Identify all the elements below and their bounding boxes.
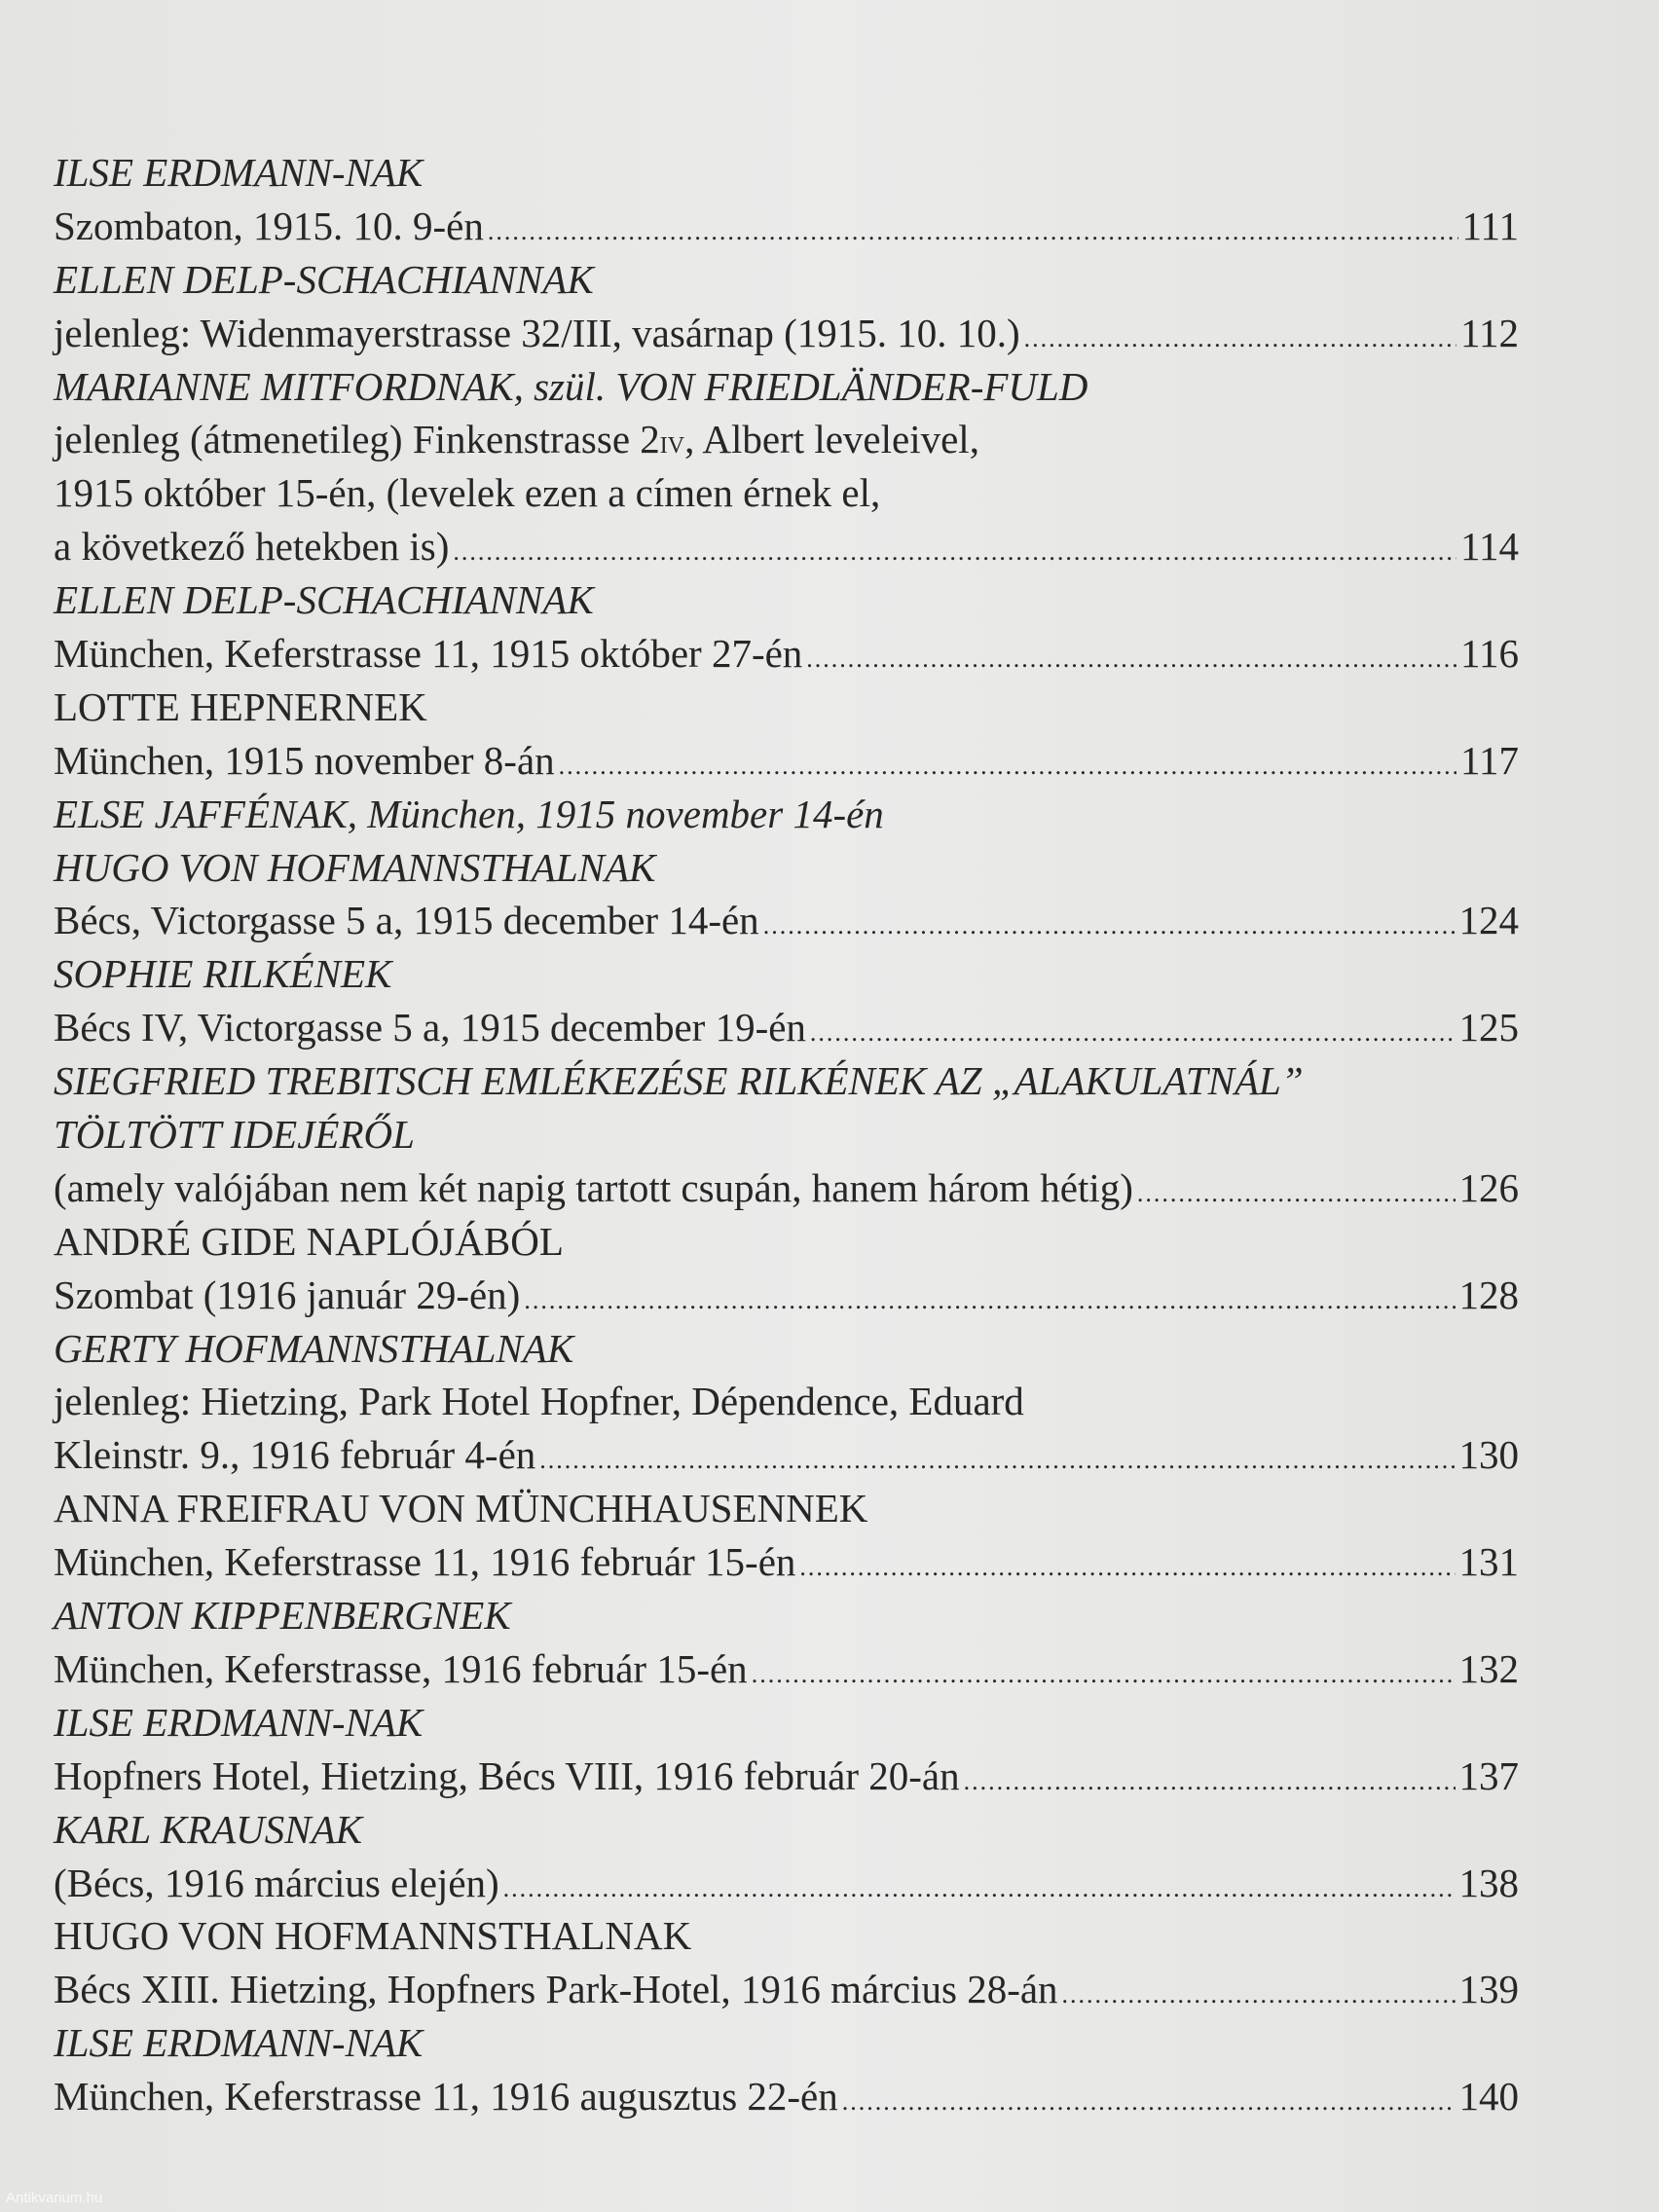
leader-dots [539, 1434, 1455, 1488]
entry-text: München, Keferstrasse 11, 1916 augusztus 22-én [54, 2074, 838, 2120]
heading-text: ANDRÉ GIDE NAPLÓJÁBÓL [54, 1218, 564, 1264]
heading-text: ANTON KIPPENBERGNEK [54, 1593, 511, 1639]
entry-heading [54, 1909, 1519, 1963]
entry-text: Hopfners Hotel, Hietzing, Bécs VIII, 1916 február 20-án [54, 1752, 960, 1798]
entry-line [54, 1001, 1519, 1054]
heading-text: ELLEN DELP-SCHACHIANNAK [54, 256, 594, 302]
heading-text: ILSE ERDMANN-NAK [54, 1699, 424, 1745]
leader-dots [1062, 1969, 1456, 2022]
entry-text: a következő hetekben is) [54, 524, 450, 570]
toc-entry [54, 573, 1519, 681]
heading-text: ILSE ERDMANN-NAK [54, 150, 424, 195]
entry-line [54, 1161, 1519, 1215]
entry-text: jelenleg: Hietzing, Park Hotel Hopfner, Dépendence, Eduard [54, 1379, 1024, 1424]
page-number: 117 [1460, 737, 1519, 783]
entry-text: München, Keferstrasse 11, 1916 február 15-én [54, 1539, 796, 1585]
entry-line [54, 627, 1519, 681]
entry-line [54, 466, 1519, 520]
entry-text: Kleinstr. 9., 1916 február 4-én [54, 1432, 536, 1478]
entry-text: 1915 október 15-én, (levelek ezen a címen érnek el, [54, 470, 881, 516]
entry-line [54, 520, 1519, 573]
leader-dots [524, 1274, 1455, 1328]
entry-heading [54, 360, 1519, 414]
leader-dots [810, 1007, 1456, 1060]
entry-text: , Albert leveleivel, [684, 417, 979, 462]
entry-line [54, 1642, 1519, 1696]
leader-dots [559, 740, 1456, 793]
toc-entry [54, 1054, 1519, 1215]
page-number: 125 [1458, 1005, 1519, 1051]
entry-heading [54, 841, 1519, 895]
page-number: 137 [1458, 1752, 1519, 1798]
page-number: 139 [1458, 1967, 1519, 2012]
entry-heading [54, 146, 1519, 200]
watermark: Antikvarium.hu [6, 2190, 103, 2206]
entry-line [54, 1269, 1519, 1322]
page-number: 140 [1458, 2074, 1519, 2120]
entry-line [54, 1428, 1519, 1482]
heading-text: LOTTE HEPNERNEK [54, 683, 427, 729]
entry-heading [54, 1215, 1519, 1269]
page-number: 112 [1460, 310, 1519, 355]
toc-entry [54, 841, 1519, 948]
heading-text: SOPHIE RILKÉNEK [54, 951, 392, 997]
leader-dots [488, 205, 1458, 259]
leader-dots [806, 633, 1456, 686]
page-number: 111 [1461, 203, 1519, 248]
entry-text: Bécs, Victorgasse 5 a, 1915 december 14-én [54, 898, 759, 943]
entry-line [54, 1375, 1519, 1428]
entry-line [54, 734, 1519, 788]
entry-text: (amely valójában nem két napig tartott csupán, hanem három hétig) [54, 1164, 1133, 1210]
toc-entry [54, 1696, 1519, 1803]
toc-entry [54, 1589, 1519, 1696]
leader-dots [842, 2076, 1456, 2129]
entry-line [54, 894, 1519, 947]
toc-entry [54, 681, 1519, 788]
leader-dots [1024, 313, 1456, 366]
entry-line [54, 2070, 1519, 2123]
entry-text: (Bécs, 1916 március elején) [54, 1860, 499, 1905]
entry-text: Bécs XIII. Hietzing, Hopfners Park-Hotel, 1916 március 28-án [54, 1967, 1058, 2012]
page-number: 138 [1458, 1860, 1519, 1905]
entry-line [54, 200, 1519, 253]
toc-entry [54, 146, 1519, 253]
toc-entry [54, 360, 1519, 574]
entry-heading [54, 1589, 1519, 1642]
entry-heading [54, 788, 1519, 841]
heading-text: ANNA FREIFRAU VON MÜNCHHAUSENNEK [54, 1486, 868, 1531]
toc-entry [54, 1215, 1519, 1322]
page-number: 124 [1458, 898, 1519, 943]
page-number: 130 [1458, 1432, 1519, 1478]
leader-dots [752, 1648, 1456, 1702]
entry-heading [54, 1054, 1519, 1108]
heading-text: TÖLTÖTT IDEJÉRŐL [54, 1112, 415, 1158]
entry-line [54, 1857, 1519, 1910]
entry-heading [54, 1322, 1519, 1376]
entry-text: München, 1915 november 8-án [54, 737, 555, 783]
entry-line: jelenleg (átmenetileg) Finkenstrasse 2 IV , Albert leveleivel, [54, 413, 1519, 466]
entry-line [54, 307, 1519, 360]
toc-entry [54, 2016, 1519, 2123]
toc-entry [54, 788, 1519, 841]
entry-heading-continued [54, 1108, 1519, 1161]
table-of-contents [54, 146, 1519, 2123]
leader-dots [1137, 1167, 1456, 1221]
toc-entry [54, 1909, 1519, 2016]
entry-line [54, 1750, 1519, 1803]
entry-text: Bécs IV, Victorgasse 5 a, 1915 december 19-én [54, 1005, 806, 1051]
leader-dots [799, 1541, 1455, 1595]
entry-line [54, 1963, 1519, 2016]
heading-text: SIEGFRIED TREBITSCH EMLÉKEZÉSE RILKÉNEK AZ „ALAKULATNÁL” [54, 1058, 1304, 1104]
page-number: 114 [1460, 524, 1519, 570]
toc-entry [54, 947, 1519, 1054]
entry-heading [54, 253, 1519, 307]
entry-line [54, 1535, 1519, 1589]
toc-entry [54, 1322, 1519, 1483]
entry-text: jelenleg: Widenmayerstrasse 32/III, vasárnap (1915. 10. 10.) [54, 310, 1020, 355]
heading-text: HUGO VON HOFMANNSTHALNAK [54, 844, 656, 890]
toc-entry [54, 253, 1519, 360]
entry-heading [54, 947, 1519, 1001]
entry-heading [54, 1482, 1519, 1535]
page-number: 116 [1460, 631, 1519, 677]
entry-text: jelenleg (átmenetileg) Finkenstrasse 2 [54, 417, 660, 462]
heading-text: ILSE ERDMANN-NAK [54, 2020, 424, 2066]
leader-dots [964, 1755, 1456, 1809]
leader-dots [453, 526, 1456, 579]
page-number: 126 [1458, 1164, 1519, 1210]
heading-text: HUGO VON HOFMANNSTHALNAK [54, 1913, 692, 1959]
heading-text: GERTY HOFMANNSTHALNAK [54, 1325, 574, 1371]
leader-dots [763, 900, 1456, 953]
heading-text: ELLEN DELP-SCHACHIANNAK [54, 577, 594, 623]
leader-dots [503, 1862, 1456, 1916]
entry-text: München, Keferstrasse, 1916 február 15-én [54, 1645, 748, 1691]
page-number: 132 [1458, 1645, 1519, 1691]
heading-text: KARL KRAUSNAK [54, 1806, 363, 1852]
entry-text: Szombaton, 1915. 10. 9-én [54, 203, 484, 248]
heading-text: MARIANNE MITFORDNAK, szül. VON FRIEDLÄNDER-FULD [54, 363, 1088, 409]
entry-heading [54, 1696, 1519, 1750]
toc-entry [54, 1803, 1519, 1910]
entry-text: München, Keferstrasse 11, 1915 október 27-én [54, 631, 803, 677]
entry-heading [54, 573, 1519, 627]
entry-heading [54, 681, 1519, 734]
page-number: 128 [1458, 1272, 1519, 1317]
page-number: 131 [1458, 1539, 1519, 1585]
heading-text: ELSE JAFFÉNAK, München, 1915 november 14-én [54, 791, 884, 836]
entry-text: Szombat (1916 január 29-én) [54, 1272, 521, 1317]
entry-heading [54, 2016, 1519, 2070]
toc-entry [54, 1482, 1519, 1589]
entry-heading [54, 1803, 1519, 1857]
